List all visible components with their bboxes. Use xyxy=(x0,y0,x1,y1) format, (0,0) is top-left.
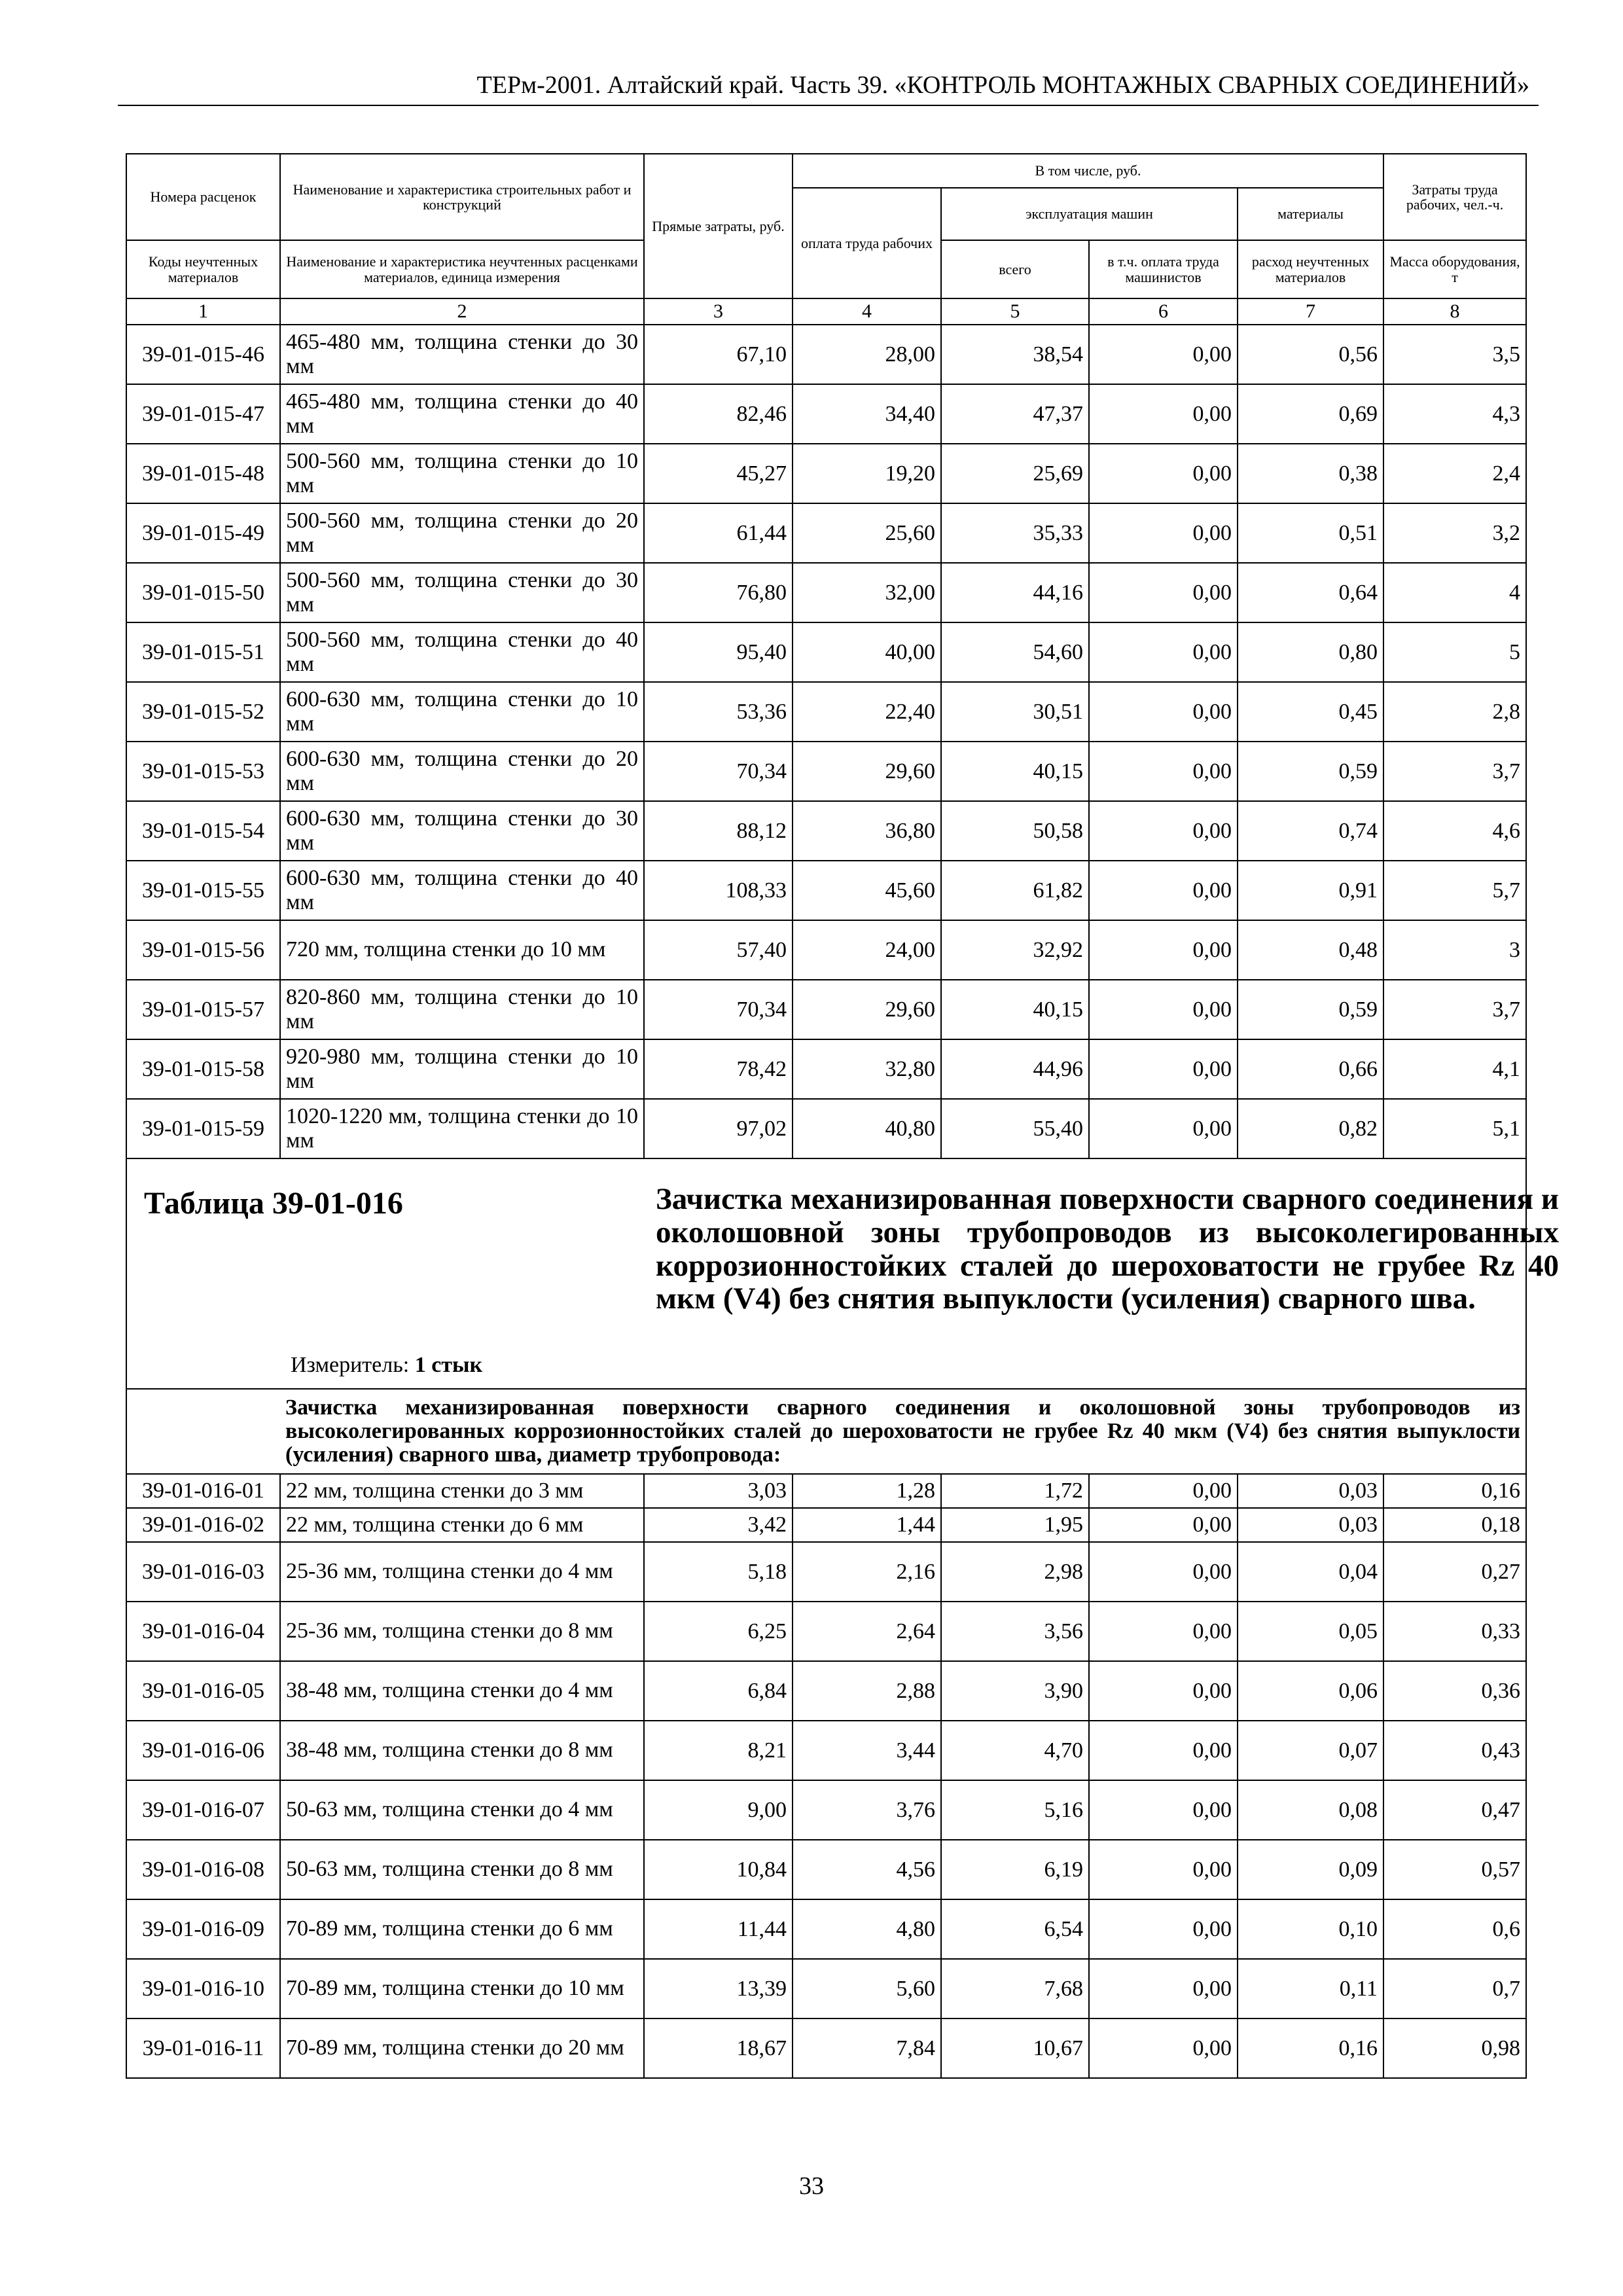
work-name: 500-560 мм, толщина стенки до 10 мм xyxy=(280,444,644,503)
value-c6: 0,00 xyxy=(1089,1959,1238,2018)
value-c5: 6,54 xyxy=(941,1899,1089,1959)
value-c8: 3,2 xyxy=(1383,503,1526,563)
value-c7: 0,08 xyxy=(1238,1780,1383,1840)
table-row xyxy=(126,1721,1526,1780)
value-c3: 13,39 xyxy=(644,1959,793,2018)
value-c3: 8,21 xyxy=(644,1721,793,1780)
value-c4: 3,44 xyxy=(793,1721,941,1780)
value-c3: 5,18 xyxy=(644,1542,793,1602)
value-c7: 0,45 xyxy=(1238,682,1383,742)
value-c6: 0,00 xyxy=(1089,1039,1238,1099)
table-row xyxy=(126,503,1526,563)
rate-code: 39-01-016-07 xyxy=(126,1780,280,1840)
table-row xyxy=(126,1661,1526,1721)
value-c6: 0,00 xyxy=(1089,1899,1238,1959)
value-c6: 0,00 xyxy=(1089,1099,1238,1158)
value-c5: 38,54 xyxy=(941,325,1089,384)
value-c8: 2,4 xyxy=(1383,444,1526,503)
value-c5: 5,16 xyxy=(941,1780,1089,1840)
value-c5: 54,60 xyxy=(941,622,1089,682)
header-col3: Прямые затраты, руб. xyxy=(644,154,793,298)
table-row xyxy=(126,325,1526,384)
value-c7: 0,82 xyxy=(1238,1099,1383,1158)
value-c7: 0,11 xyxy=(1238,1959,1383,2018)
value-c7: 0,56 xyxy=(1238,325,1383,384)
value-c8: 4,3 xyxy=(1383,384,1526,444)
header-col4: оплата труда рабочих xyxy=(793,188,941,298)
value-c8: 0,36 xyxy=(1383,1661,1526,1721)
value-c6: 0,00 xyxy=(1089,742,1238,801)
value-c6: 0,00 xyxy=(1089,1542,1238,1602)
value-c5: 40,15 xyxy=(941,980,1089,1039)
rate-code: 39-01-016-11 xyxy=(126,2018,280,2078)
table-row xyxy=(126,742,1526,801)
work-name: 600-630 мм, толщина стенки до 20 мм xyxy=(280,742,644,801)
work-name: 25-36 мм, толщина стенки до 4 мм xyxy=(280,1542,644,1602)
header-col1-top: Номера расценок xyxy=(126,154,280,240)
value-c7: 0,10 xyxy=(1238,1899,1383,1959)
work-name: 465-480 мм, толщина стенки до 30 мм xyxy=(280,325,644,384)
value-c5: 7,68 xyxy=(941,1959,1089,2018)
header-col2-bottom: Наименование и характеристика неучтенных расценками материалов, единица измерения xyxy=(280,240,644,298)
value-c6: 0,00 xyxy=(1089,1474,1238,1508)
value-c4: 7,84 xyxy=(793,2018,941,2078)
value-c3: 95,40 xyxy=(644,622,793,682)
work-name: 600-630 мм, толщина стенки до 10 мм xyxy=(280,682,644,742)
value-c6: 0,00 xyxy=(1089,2018,1238,2078)
value-c7: 0,09 xyxy=(1238,1840,1383,1899)
value-c7: 0,59 xyxy=(1238,980,1383,1039)
value-c6: 0,00 xyxy=(1089,384,1238,444)
table-row xyxy=(126,1099,1526,1158)
work-name: 500-560 мм, толщина стенки до 20 мм xyxy=(280,503,644,563)
table-row xyxy=(126,1899,1526,1959)
header-col5: всего xyxy=(941,240,1089,298)
value-c3: 78,42 xyxy=(644,1039,793,1099)
rate-code: 39-01-015-48 xyxy=(126,444,280,503)
table-row xyxy=(126,1039,1526,1099)
rate-code: 39-01-016-09 xyxy=(126,1899,280,1959)
column-number: 1 xyxy=(126,298,280,325)
table-row xyxy=(126,1840,1526,1899)
table-row xyxy=(126,861,1526,920)
header-col1-bottom: Коды неучтенных материалов xyxy=(126,240,280,298)
table-row xyxy=(126,980,1526,1039)
value-c7: 0,48 xyxy=(1238,920,1383,980)
header-col7: расход неучтенных материалов xyxy=(1238,240,1383,298)
value-c6: 0,00 xyxy=(1089,1780,1238,1840)
rate-code: 39-01-016-01 xyxy=(126,1474,280,1508)
value-c4: 2,16 xyxy=(793,1542,941,1602)
table-row xyxy=(126,444,1526,503)
value-c4: 2,64 xyxy=(793,1602,941,1661)
work-name: 820-860 мм, толщина стенки до 10 мм xyxy=(280,980,644,1039)
rate-code: 39-01-015-52 xyxy=(126,682,280,742)
value-c8: 4,6 xyxy=(1383,801,1526,861)
header-machines: эксплуатация машин xyxy=(941,188,1238,240)
value-c6: 0,00 xyxy=(1089,682,1238,742)
value-c7: 0,07 xyxy=(1238,1721,1383,1780)
value-c3: 53,36 xyxy=(644,682,793,742)
value-c8: 2,8 xyxy=(1383,682,1526,742)
value-c8: 3 xyxy=(1383,920,1526,980)
value-c6: 0,00 xyxy=(1089,1508,1238,1542)
column-numbers-row xyxy=(126,298,1526,325)
value-c8: 0,57 xyxy=(1383,1840,1526,1899)
column-number: 4 xyxy=(793,298,941,325)
value-c7: 0,51 xyxy=(1238,503,1383,563)
value-c5: 10,67 xyxy=(941,2018,1089,2078)
value-c5: 30,51 xyxy=(941,682,1089,742)
value-c3: 11,44 xyxy=(644,1899,793,1959)
value-c5: 40,15 xyxy=(941,742,1089,801)
value-c6: 0,00 xyxy=(1089,1840,1238,1899)
value-c3: 57,40 xyxy=(644,920,793,980)
value-c5: 47,37 xyxy=(941,384,1089,444)
value-c3: 18,67 xyxy=(644,2018,793,2078)
rates-table xyxy=(126,153,1559,2079)
value-c4: 24,00 xyxy=(793,920,941,980)
table-row xyxy=(126,1602,1526,1661)
value-c3: 88,12 xyxy=(644,801,793,861)
value-c5: 3,56 xyxy=(941,1602,1089,1661)
value-c5: 35,33 xyxy=(941,503,1089,563)
value-c5: 61,82 xyxy=(941,861,1089,920)
value-c3: 70,34 xyxy=(644,742,793,801)
value-c7: 0,03 xyxy=(1238,1508,1383,1542)
value-c8: 3,7 xyxy=(1383,980,1526,1039)
value-c5: 2,98 xyxy=(941,1542,1089,1602)
work-name: 70-89 мм, толщина стенки до 6 мм xyxy=(280,1899,644,1959)
value-c7: 0,66 xyxy=(1238,1039,1383,1099)
group-heading-row xyxy=(126,1389,1526,1474)
rate-code: 39-01-015-59 xyxy=(126,1099,280,1158)
value-c4: 40,80 xyxy=(793,1099,941,1158)
value-c8: 0,6 xyxy=(1383,1899,1526,1959)
header-title: ТЕРм-2001. Алтайский край. Часть 39. «КОНТРОЛЬ МОНТАЖНЫХ СВАРНЫХ СОЕДИНЕНИЙ» xyxy=(476,71,1529,99)
group-heading-spacer xyxy=(126,1389,280,1474)
value-c3: 67,10 xyxy=(644,325,793,384)
work-name: 720 мм, толщина стенки до 10 мм xyxy=(280,920,644,980)
page-number: 33 xyxy=(799,2172,824,2200)
value-c6: 0,00 xyxy=(1089,1661,1238,1721)
column-number: 5 xyxy=(941,298,1089,325)
work-name: 38-48 мм, толщина стенки до 4 мм xyxy=(280,1661,644,1721)
value-c6: 0,00 xyxy=(1089,503,1238,563)
value-c5: 32,92 xyxy=(941,920,1089,980)
value-c5: 44,16 xyxy=(941,563,1089,622)
value-c8: 0,18 xyxy=(1383,1508,1526,1542)
value-c7: 0,80 xyxy=(1238,622,1383,682)
header-col2-top: Наименование и характеристика строительных работ и конструкций xyxy=(280,154,644,240)
value-c6: 0,00 xyxy=(1089,920,1238,980)
value-c6: 0,00 xyxy=(1089,1721,1238,1780)
value-c6: 0,00 xyxy=(1089,861,1238,920)
work-name: 920-980 мм, толщина стенки до 10 мм xyxy=(280,1039,644,1099)
rate-code: 39-01-015-47 xyxy=(126,384,280,444)
work-name: 600-630 мм, толщина стенки до 30 мм xyxy=(280,801,644,861)
value-c8: 0,33 xyxy=(1383,1602,1526,1661)
table-row xyxy=(126,563,1526,622)
value-c5: 44,96 xyxy=(941,1039,1089,1099)
column-number: 2 xyxy=(280,298,644,325)
work-name: 38-48 мм, толщина стенки до 8 мм xyxy=(280,1721,644,1780)
column-number: 8 xyxy=(1383,298,1526,325)
rate-code: 39-01-016-03 xyxy=(126,1542,280,1602)
table-row xyxy=(126,1508,1526,1542)
page-header xyxy=(118,65,1539,106)
value-c4: 1,44 xyxy=(793,1508,941,1542)
value-c3: 61,44 xyxy=(644,503,793,563)
work-name: 50-63 мм, толщина стенки до 4 мм xyxy=(280,1780,644,1840)
value-c8: 0,47 xyxy=(1383,1780,1526,1840)
value-c7: 0,91 xyxy=(1238,861,1383,920)
value-c4: 2,88 xyxy=(793,1661,941,1721)
work-name: 500-560 мм, толщина стенки до 40 мм xyxy=(280,622,644,682)
work-name: 500-560 мм, толщина стенки до 30 мм xyxy=(280,563,644,622)
value-c7: 0,59 xyxy=(1238,742,1383,801)
measure-label: Измеритель: xyxy=(291,1353,410,1377)
value-c3: 6,84 xyxy=(644,1661,793,1721)
value-c6: 0,00 xyxy=(1089,444,1238,503)
value-c8: 5 xyxy=(1383,622,1526,682)
header-group-rub: В том числе, руб. xyxy=(793,154,1383,188)
value-c4: 45,60 xyxy=(793,861,941,920)
work-name: 22 мм, толщина стенки до 6 мм xyxy=(280,1508,644,1542)
value-c8: 3,7 xyxy=(1383,742,1526,801)
value-c5: 4,70 xyxy=(941,1721,1089,1780)
rate-code: 39-01-016-06 xyxy=(126,1721,280,1780)
work-name: 50-63 мм, толщина стенки до 8 мм xyxy=(280,1840,644,1899)
value-c5: 50,58 xyxy=(941,801,1089,861)
value-c8: 5,1 xyxy=(1383,1099,1526,1158)
table-016-title-block xyxy=(126,1158,1559,1389)
value-c4: 4,80 xyxy=(793,1899,941,1959)
table-row xyxy=(126,920,1526,980)
rate-code: 39-01-015-53 xyxy=(126,742,280,801)
value-c7: 0,04 xyxy=(1238,1542,1383,1602)
rate-code: 39-01-015-54 xyxy=(126,801,280,861)
value-c4: 40,00 xyxy=(793,622,941,682)
value-c3: 97,02 xyxy=(644,1099,793,1158)
rate-code: 39-01-015-49 xyxy=(126,503,280,563)
value-c3: 3,42 xyxy=(644,1508,793,1542)
value-c8: 0,43 xyxy=(1383,1721,1526,1780)
value-c6: 0,00 xyxy=(1089,801,1238,861)
value-c4: 3,76 xyxy=(793,1780,941,1840)
value-c8: 0,98 xyxy=(1383,2018,1526,2078)
value-c5: 25,69 xyxy=(941,444,1089,503)
value-c8: 3,5 xyxy=(1383,325,1526,384)
value-c3: 82,46 xyxy=(644,384,793,444)
value-c7: 0,16 xyxy=(1238,2018,1383,2078)
measure-value: 1 стык xyxy=(414,1353,483,1377)
rate-code: 39-01-016-10 xyxy=(126,1959,280,2018)
rate-code: 39-01-015-58 xyxy=(126,1039,280,1099)
value-c4: 1,28 xyxy=(793,1474,941,1508)
header-col6: в т.ч. оплата труда машинистов xyxy=(1089,240,1238,298)
rate-code: 39-01-015-56 xyxy=(126,920,280,980)
value-c7: 0,06 xyxy=(1238,1661,1383,1721)
value-c8: 0,16 xyxy=(1383,1474,1526,1508)
rate-code: 39-01-016-08 xyxy=(126,1840,280,1899)
rate-code: 39-01-015-46 xyxy=(126,325,280,384)
rate-code: 39-01-016-02 xyxy=(126,1508,280,1542)
work-name: 1020-1220 мм, толщина стенки до 10 мм xyxy=(280,1099,644,1158)
value-c4: 22,40 xyxy=(793,682,941,742)
work-name: 70-89 мм, толщина стенки до 10 мм xyxy=(280,1959,644,2018)
value-c8: 4,1 xyxy=(1383,1039,1526,1099)
header-col8-top: Затраты труда рабочих, чел.-ч. xyxy=(1383,154,1526,240)
table-016-title-row xyxy=(126,1158,1526,1389)
value-c3: 6,25 xyxy=(644,1602,793,1661)
table-title: Зачистка механизированная поверхности сварного соединения и околошовной зоны трубопроводов из высоколегированных коррозионностойких сталей до шероховатости не грубее Rz 40 мкм (V4) без снятия выпуклости (усиления) сварного шва. xyxy=(656,1182,1559,1316)
value-c8: 5,7 xyxy=(1383,861,1526,920)
value-c7: 0,74 xyxy=(1238,801,1383,861)
rate-code: 39-01-015-57 xyxy=(126,980,280,1039)
value-c6: 0,00 xyxy=(1089,622,1238,682)
value-c4: 28,00 xyxy=(793,325,941,384)
table-row xyxy=(126,1959,1526,2018)
value-c4: 29,60 xyxy=(793,742,941,801)
value-c3: 10,84 xyxy=(644,1840,793,1899)
value-c3: 76,80 xyxy=(644,563,793,622)
table-label: Таблица 39-01-016 xyxy=(144,1186,403,1221)
value-c4: 32,80 xyxy=(793,1039,941,1099)
value-c6: 0,00 xyxy=(1089,325,1238,384)
value-c4: 36,80 xyxy=(793,801,941,861)
work-name: 22 мм, толщина стенки до 3 мм xyxy=(280,1474,644,1508)
value-c5: 1,72 xyxy=(941,1474,1089,1508)
value-c6: 0,00 xyxy=(1089,980,1238,1039)
rate-code: 39-01-016-04 xyxy=(126,1602,280,1661)
value-c8: 0,7 xyxy=(1383,1959,1526,2018)
value-c7: 0,03 xyxy=(1238,1474,1383,1508)
table-row xyxy=(126,622,1526,682)
table-row xyxy=(126,801,1526,861)
value-c7: 0,69 xyxy=(1238,384,1383,444)
value-c4: 4,56 xyxy=(793,1840,941,1899)
table-row xyxy=(126,1474,1526,1508)
column-number: 6 xyxy=(1089,298,1238,325)
header-col8-bottom: Масса оборудования, т xyxy=(1383,240,1526,298)
value-c7: 0,38 xyxy=(1238,444,1383,503)
value-c6: 0,00 xyxy=(1089,1602,1238,1661)
measure-unit xyxy=(291,1353,482,1378)
group-heading: Зачистка механизированная поверхности сварного соединения и околошовной зоны трубопроводов из высоколегированных коррозионностойких сталей до шероховатости не грубее Rz 40 мкм (V4) без снятия выпуклости (усиления) сварного шва, диаметр трубопровода: xyxy=(280,1389,1526,1474)
work-name: 600-630 мм, толщина стенки до 40 мм xyxy=(280,861,644,920)
value-c8: 0,27 xyxy=(1383,1542,1526,1602)
value-c3: 45,27 xyxy=(644,444,793,503)
value-c6: 0,00 xyxy=(1089,563,1238,622)
table-row xyxy=(126,1542,1526,1602)
table-row xyxy=(126,1780,1526,1840)
value-c3: 108,33 xyxy=(644,861,793,920)
value-c8: 4 xyxy=(1383,563,1526,622)
value-c4: 32,00 xyxy=(793,563,941,622)
table-row xyxy=(126,682,1526,742)
value-c5: 3,90 xyxy=(941,1661,1089,1721)
work-name: 465-480 мм, толщина стенки до 40 мм xyxy=(280,384,644,444)
value-c7: 0,64 xyxy=(1238,563,1383,622)
work-name: 70-89 мм, толщина стенки до 20 мм xyxy=(280,2018,644,2078)
table-row xyxy=(126,384,1526,444)
table-row xyxy=(126,2018,1526,2078)
header-materials: материалы xyxy=(1238,188,1383,240)
value-c4: 19,20 xyxy=(793,444,941,503)
value-c4: 5,60 xyxy=(793,1959,941,2018)
value-c7: 0,05 xyxy=(1238,1602,1383,1661)
column-number: 3 xyxy=(644,298,793,325)
value-c3: 3,03 xyxy=(644,1474,793,1508)
rate-code: 39-01-015-50 xyxy=(126,563,280,622)
value-c5: 6,19 xyxy=(941,1840,1089,1899)
value-c4: 25,60 xyxy=(793,503,941,563)
column-number: 7 xyxy=(1238,298,1383,325)
value-c5: 1,95 xyxy=(941,1508,1089,1542)
rate-code: 39-01-015-51 xyxy=(126,622,280,682)
rate-code: 39-01-016-05 xyxy=(126,1661,280,1721)
value-c3: 9,00 xyxy=(644,1780,793,1840)
value-c5: 55,40 xyxy=(941,1099,1089,1158)
value-c4: 29,60 xyxy=(793,980,941,1039)
value-c4: 34,40 xyxy=(793,384,941,444)
value-c3: 70,34 xyxy=(644,980,793,1039)
work-name: 25-36 мм, толщина стенки до 8 мм xyxy=(280,1602,644,1661)
rate-code: 39-01-015-55 xyxy=(126,861,280,920)
